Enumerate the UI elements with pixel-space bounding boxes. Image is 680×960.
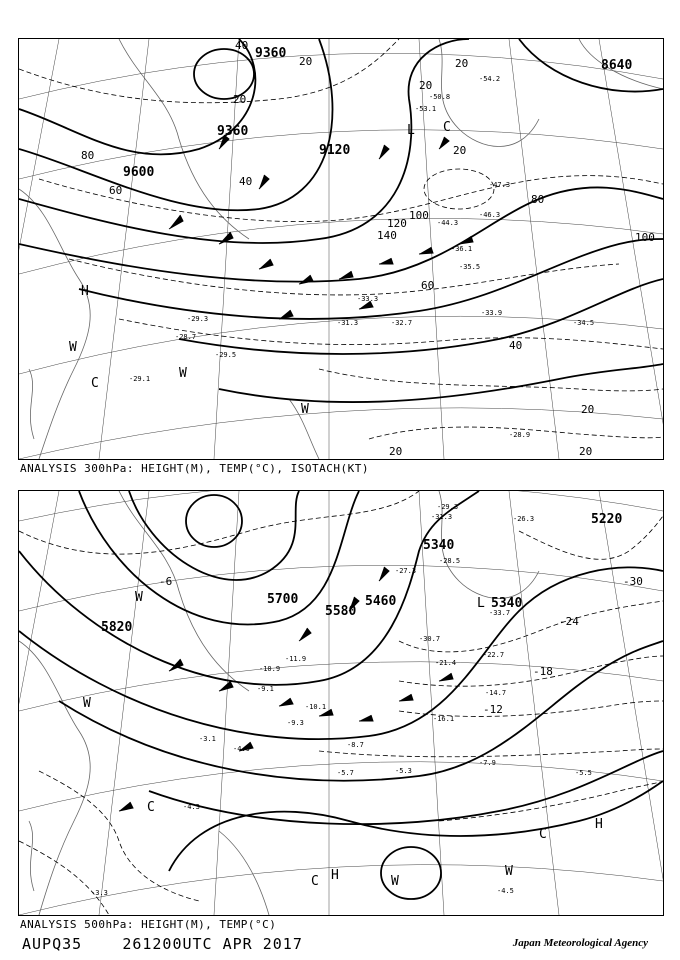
station-temp: -31.3 <box>337 319 359 327</box>
isotach-label: 20 <box>389 445 403 458</box>
chart-300hpa-svg <box>19 39 663 459</box>
station-temp: -29.1 <box>129 375 151 383</box>
station-temp: -27.3 <box>395 567 417 575</box>
height-label: 5220 <box>591 512 623 527</box>
station-temp: -26.3 <box>513 515 535 523</box>
station-temp: -28.9 <box>509 431 531 439</box>
station-temp: -31.3 <box>431 513 453 521</box>
isotach-label: 80 <box>531 193 545 206</box>
cold-symbol: C <box>311 874 319 889</box>
isotach-label: 80 <box>81 149 95 162</box>
station-temp: -5.7 <box>337 769 354 777</box>
station-temp: -5.3 <box>395 767 412 775</box>
station-temp: -10.1 <box>305 703 327 711</box>
height-label: 9120 <box>319 143 351 158</box>
warm-symbol: W <box>301 402 309 417</box>
coastline <box>19 39 663 459</box>
height-label: 8640 <box>601 58 633 73</box>
isotach-label: 40 <box>235 39 249 52</box>
height-label: 5460 <box>365 594 397 609</box>
station-temp: -29.3 <box>187 315 209 323</box>
station-temp: -4.3 <box>183 803 200 811</box>
station-temp: -33.3 <box>357 295 379 303</box>
station-temp: -11.9 <box>285 655 307 663</box>
height-label: 5340 <box>423 538 455 553</box>
station-temp: -7.9 <box>479 759 496 767</box>
station-temp: -28.5 <box>439 557 461 565</box>
graticule <box>19 39 663 459</box>
station-temp: -22.7 <box>483 651 505 659</box>
isotach-label: 20 <box>453 144 467 157</box>
station-temp: -21.4 <box>435 659 457 667</box>
high-symbol: H <box>595 817 603 832</box>
isotach-label: 140 <box>377 229 397 242</box>
height-label: 5820 <box>101 620 133 635</box>
isotach-label: 40 <box>239 175 253 188</box>
height-label: 5700 <box>267 592 299 607</box>
chart-500hpa-caption: ANALYSIS 500hPa: HEIGHT(M), TEMP(°C) <box>20 918 277 931</box>
isotach-label: 60 <box>421 279 435 292</box>
isotherm-label: -6 <box>159 575 173 588</box>
station-temp: -36.1 <box>451 245 473 253</box>
isotach-label: 100 <box>409 209 429 222</box>
chart-500hpa <box>18 490 664 916</box>
station-temp: -29.3 <box>437 503 459 511</box>
isotach-label: 120 <box>387 217 407 230</box>
cold-symbol: C <box>539 827 547 842</box>
station-temp: -33.7 <box>489 609 511 617</box>
station-temp: -29.5 <box>215 351 237 359</box>
station-temp: -44.3 <box>437 219 459 227</box>
station-temp: -35.5 <box>459 263 481 271</box>
station-temp: -9.1 <box>257 685 274 693</box>
bulletin-datetime: 261200UTC APR 2017 <box>122 935 303 953</box>
isotherm-label: -18 <box>533 665 553 678</box>
cold-symbol: C <box>443 120 451 135</box>
dashed-contours <box>19 39 663 439</box>
height-label: 9360 <box>255 46 287 61</box>
low-symbol: L <box>407 123 415 138</box>
height-contours <box>19 39 663 402</box>
station-temp: -53.1 <box>415 105 437 113</box>
station-temp: -8.7 <box>347 741 364 749</box>
isotherm-label: -12 <box>483 703 503 716</box>
isotherm-label: -24 <box>559 615 579 628</box>
isotach-label: 20 <box>455 57 469 70</box>
height-label: 5580 <box>325 604 357 619</box>
station-temp: -34.5 <box>573 319 595 327</box>
chart-300hpa <box>18 38 664 460</box>
isotach-label: 20 <box>233 93 247 106</box>
chart-500hpa-svg <box>19 491 663 915</box>
high-symbol: H <box>81 284 89 299</box>
station-temp: -3.3 <box>91 889 108 897</box>
warm-symbol: W <box>83 696 91 711</box>
chart-300hpa-caption: ANALYSIS 300hPa: HEIGHT(M), TEMP(°C), ISOTACH(KT) <box>20 462 370 475</box>
isotach-label: 20 <box>579 445 593 458</box>
station-temp: -5.5 <box>575 769 592 777</box>
station-temp: -9.3 <box>287 719 304 727</box>
cold-symbol: C <box>147 800 155 815</box>
isotach-label: 20 <box>581 403 595 416</box>
cold-symbol: C <box>91 376 99 391</box>
station-temp: -32.7 <box>391 319 413 327</box>
station-temp: -46.3 <box>479 211 501 219</box>
station-temp: -14.7 <box>485 689 507 697</box>
high-symbol: H <box>331 868 339 883</box>
isotach-label: 20 <box>299 55 313 68</box>
height-label: 9360 <box>217 124 249 139</box>
agency-name: Japan Meteorological Agency <box>512 937 648 949</box>
station-temp: -4.5 <box>497 887 514 895</box>
station-temp: -10.9 <box>259 665 281 673</box>
coastline <box>19 491 539 915</box>
isotach-label: 60 <box>109 184 123 197</box>
isotach-label: 100 <box>635 231 655 244</box>
station-temp: -30.7 <box>419 635 441 643</box>
station-temp: -50.8 <box>429 93 451 101</box>
height-label: 9600 <box>123 165 155 180</box>
height-label: 5340 <box>491 596 523 611</box>
isotach-label: 40 <box>509 339 523 352</box>
station-temp: -28.7 <box>175 333 197 341</box>
station-temp: -4.9 <box>233 745 250 753</box>
isotach-label: 20 <box>419 79 433 92</box>
bulletin-header <box>22 935 303 953</box>
warm-symbol: W <box>135 590 143 605</box>
low-symbol: L <box>477 596 485 611</box>
station-temp: -54.2 <box>479 75 501 83</box>
warm-symbol: W <box>391 874 399 889</box>
station-temp: -3.1 <box>199 735 216 743</box>
isotherm-label: -30 <box>623 575 643 588</box>
station-temp: -33.9 <box>481 309 503 317</box>
warm-symbol: W <box>505 864 513 879</box>
warm-symbol: W <box>69 340 77 355</box>
station-temp: -47.3 <box>489 181 511 189</box>
bulletin-code: AUPQ35 <box>22 935 83 953</box>
station-temp: -16.1 <box>433 715 455 723</box>
warm-symbol: W <box>179 366 187 381</box>
